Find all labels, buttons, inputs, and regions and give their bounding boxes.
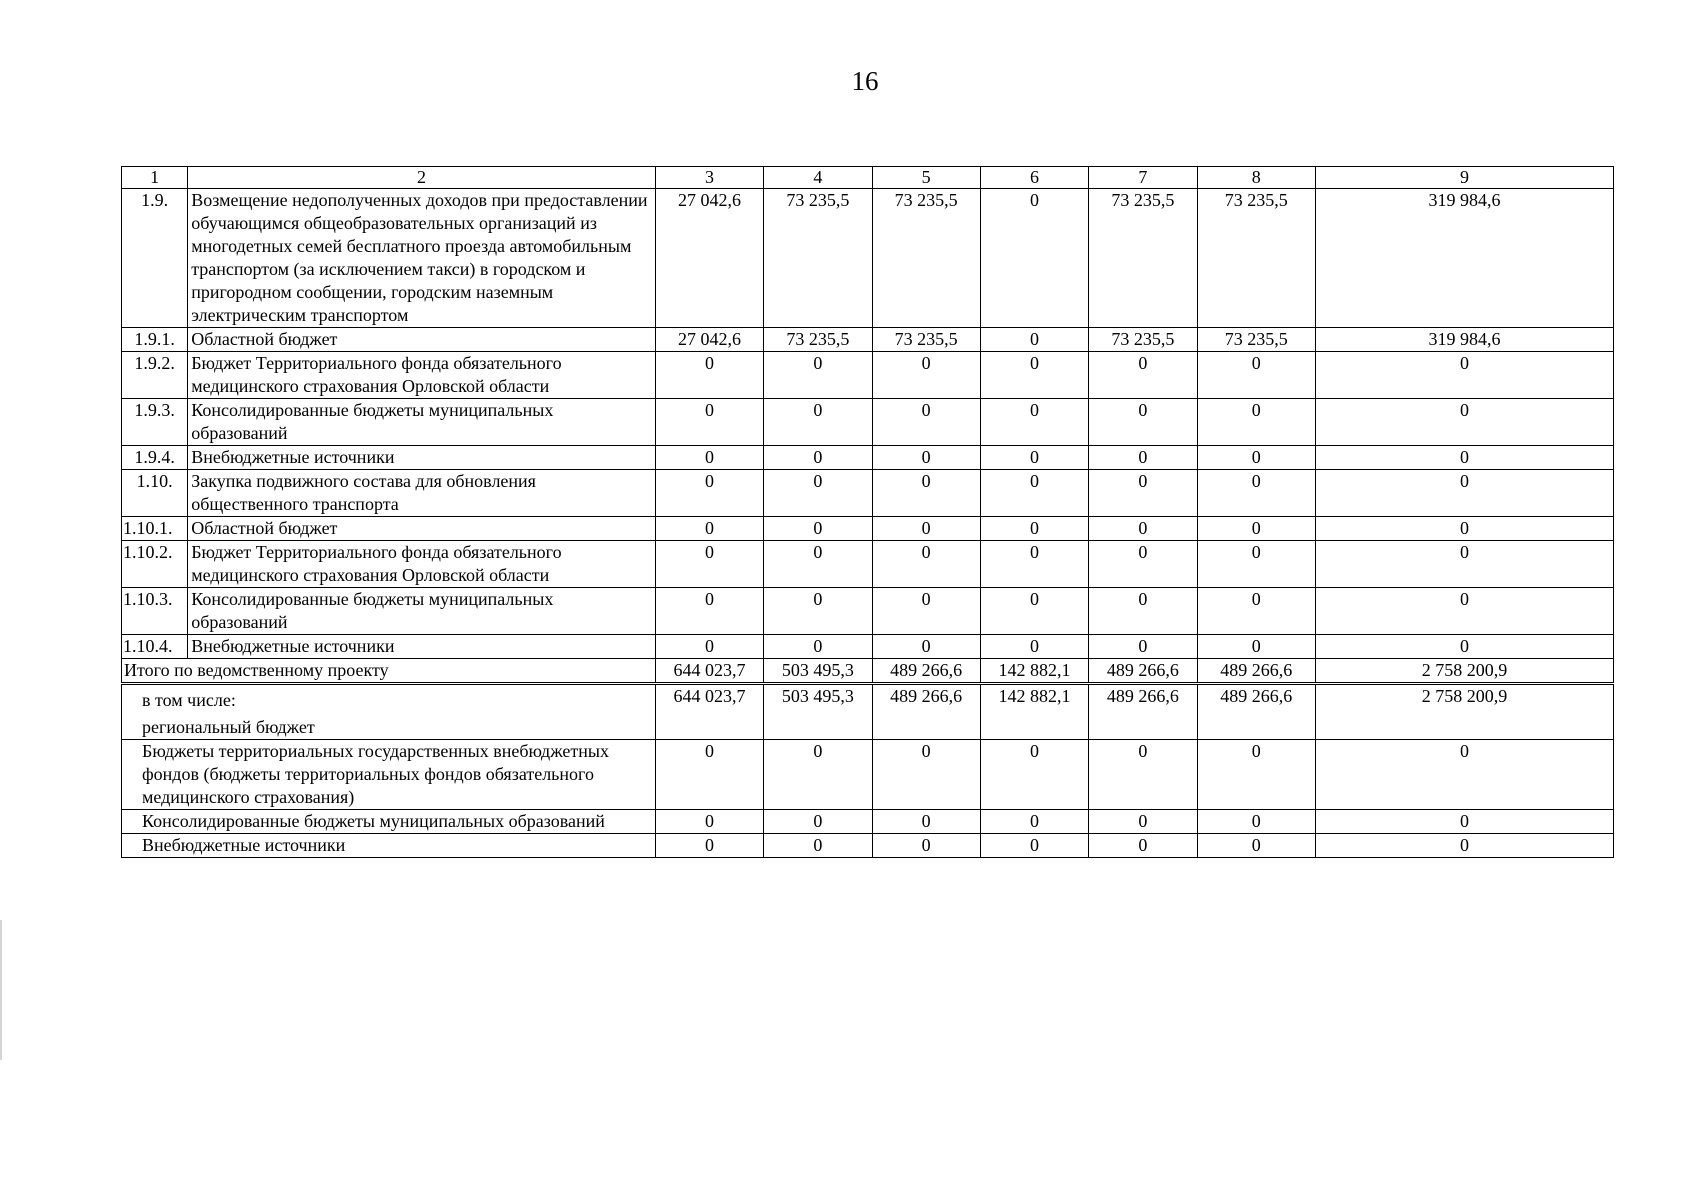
value-cell: 73 235,5 bbox=[1197, 189, 1315, 328]
summary-description: Консолидированные бюджеты муниципальных образований bbox=[122, 810, 656, 834]
row-index: 1.9.4. bbox=[122, 446, 188, 470]
row-index: 1.10. bbox=[122, 470, 188, 517]
value-cell: 0 bbox=[1089, 352, 1197, 399]
value-cell: 0 bbox=[980, 470, 1088, 517]
value-cell: 0 bbox=[980, 328, 1088, 352]
total-label: Итого по ведомственному проекту bbox=[122, 659, 656, 684]
value-cell: 0 bbox=[764, 588, 872, 635]
column-number-row bbox=[122, 167, 1614, 189]
row-description: Консолидированные бюджеты муниципальных образований bbox=[188, 399, 656, 446]
value-cell: 0 bbox=[1197, 635, 1315, 659]
value-cell: 0 bbox=[764, 517, 872, 541]
column-number: 1 bbox=[122, 167, 188, 189]
value-cell: 0 bbox=[1315, 517, 1613, 541]
value-cell: 0 bbox=[1197, 588, 1315, 635]
page-number: 16 bbox=[851, 66, 879, 96]
total-value: 489 266,6 bbox=[1197, 659, 1315, 684]
column-number: 4 bbox=[764, 167, 872, 189]
row-description: Областной бюджет bbox=[188, 517, 656, 541]
value-cell: 73 235,5 bbox=[872, 189, 980, 328]
table-row bbox=[122, 328, 1614, 352]
summary-row bbox=[122, 810, 1614, 834]
value-cell: 0 bbox=[1197, 399, 1315, 446]
row-description: Закупка подвижного состава для обновления общественного транспорта bbox=[188, 470, 656, 517]
column-number: 2 bbox=[188, 167, 656, 189]
value-cell: 319 984,6 bbox=[1315, 328, 1613, 352]
value-cell: 73 235,5 bbox=[1197, 328, 1315, 352]
row-index: 1.10.2. bbox=[122, 541, 188, 588]
value-cell: 0 bbox=[980, 541, 1088, 588]
including-heading: в том числе: bbox=[142, 690, 236, 710]
value-cell: 73 235,5 bbox=[1089, 328, 1197, 352]
summary-value: 0 bbox=[655, 834, 763, 858]
value-cell: 0 bbox=[1089, 635, 1197, 659]
summary-value: 0 bbox=[655, 810, 763, 834]
summary-value: 0 bbox=[1197, 834, 1315, 858]
value-cell: 0 bbox=[1089, 541, 1197, 588]
regional-value: 489 266,6 bbox=[1089, 684, 1197, 740]
value-cell: 0 bbox=[980, 635, 1088, 659]
value-cell: 0 bbox=[872, 399, 980, 446]
table-row bbox=[122, 352, 1614, 399]
value-cell: 0 bbox=[655, 470, 763, 517]
including-label bbox=[122, 684, 656, 740]
regional-value: 644 023,7 bbox=[655, 684, 763, 740]
total-value: 2 758 200,9 bbox=[1315, 659, 1613, 684]
value-cell: 0 bbox=[655, 588, 763, 635]
summary-value: 0 bbox=[1315, 740, 1613, 810]
summary-value: 0 bbox=[1089, 834, 1197, 858]
table-row bbox=[122, 517, 1614, 541]
value-cell: 0 bbox=[872, 470, 980, 517]
row-description: Бюджет Территориального фонда обязательного медицинского страхования Орловской области bbox=[188, 352, 656, 399]
row-index: 1.9.3. bbox=[122, 399, 188, 446]
value-cell: 0 bbox=[872, 635, 980, 659]
summary-value: 0 bbox=[872, 810, 980, 834]
regional-value: 489 266,6 bbox=[872, 684, 980, 740]
summary-value: 0 bbox=[1315, 834, 1613, 858]
value-cell: 0 bbox=[1315, 470, 1613, 517]
regional-budget-row bbox=[122, 684, 1614, 740]
total-value: 503 495,3 bbox=[764, 659, 872, 684]
summary-value: 0 bbox=[764, 740, 872, 810]
value-cell: 0 bbox=[1315, 352, 1613, 399]
value-cell: 0 bbox=[1197, 517, 1315, 541]
row-index: 1.10.4. bbox=[122, 635, 188, 659]
row-description: Внебюджетные источники bbox=[188, 635, 656, 659]
value-cell: 27 042,6 bbox=[655, 328, 763, 352]
row-description: Областной бюджет bbox=[188, 328, 656, 352]
column-number: 3 bbox=[655, 167, 763, 189]
column-number: 7 bbox=[1089, 167, 1197, 189]
column-number: 9 bbox=[1315, 167, 1613, 189]
summary-description: Бюджеты территориальных государственных внебюджетных фондов (бюджеты территориальных фондов обязательного медицинского страхования) bbox=[122, 740, 656, 810]
value-cell: 0 bbox=[655, 446, 763, 470]
value-cell: 0 bbox=[764, 541, 872, 588]
row-index: 1.9.2. bbox=[122, 352, 188, 399]
value-cell: 0 bbox=[1089, 399, 1197, 446]
value-cell: 0 bbox=[872, 517, 980, 541]
value-cell: 0 bbox=[980, 517, 1088, 541]
summary-value: 0 bbox=[980, 834, 1088, 858]
value-cell: 0 bbox=[1089, 588, 1197, 635]
column-number: 6 bbox=[980, 167, 1088, 189]
summary-row bbox=[122, 834, 1614, 858]
value-cell: 73 235,5 bbox=[764, 328, 872, 352]
total-value: 644 023,7 bbox=[655, 659, 763, 684]
value-cell: 0 bbox=[1315, 446, 1613, 470]
summary-description: Внебюджетные источники bbox=[122, 834, 656, 858]
value-cell: 0 bbox=[980, 446, 1088, 470]
value-cell: 0 bbox=[1197, 470, 1315, 517]
value-cell: 0 bbox=[872, 541, 980, 588]
value-cell: 73 235,5 bbox=[872, 328, 980, 352]
value-cell: 27 042,6 bbox=[655, 189, 763, 328]
total-value: 489 266,6 bbox=[1089, 659, 1197, 684]
regional-value: 489 266,6 bbox=[1197, 684, 1315, 740]
value-cell: 0 bbox=[764, 399, 872, 446]
table-row bbox=[122, 588, 1614, 635]
column-number: 8 bbox=[1197, 167, 1315, 189]
row-index: 1.9.1. bbox=[122, 328, 188, 352]
table-row bbox=[122, 635, 1614, 659]
value-cell: 0 bbox=[1089, 446, 1197, 470]
summary-value: 0 bbox=[764, 810, 872, 834]
value-cell: 0 bbox=[1315, 588, 1613, 635]
value-cell: 0 bbox=[1315, 399, 1613, 446]
value-cell: 319 984,6 bbox=[1315, 189, 1613, 328]
total-value: 142 882,1 bbox=[980, 659, 1088, 684]
value-cell: 0 bbox=[1089, 517, 1197, 541]
table-row bbox=[122, 189, 1614, 328]
row-description: Консолидированные бюджеты муниципальных образований bbox=[188, 588, 656, 635]
summary-value: 0 bbox=[1197, 810, 1315, 834]
table-row bbox=[122, 541, 1614, 588]
row-index: 1.10.3. bbox=[122, 588, 188, 635]
summary-value: 0 bbox=[1197, 740, 1315, 810]
summary-value: 0 bbox=[655, 740, 763, 810]
value-cell: 0 bbox=[1089, 470, 1197, 517]
summary-value: 0 bbox=[1089, 810, 1197, 834]
value-cell: 0 bbox=[655, 541, 763, 588]
row-description: Бюджет Территориального фонда обязательного медицинского страхования Орловской области bbox=[188, 541, 656, 588]
column-number: 5 bbox=[872, 167, 980, 189]
summary-value: 0 bbox=[872, 740, 980, 810]
value-cell: 0 bbox=[1197, 541, 1315, 588]
row-index: 1.9. bbox=[122, 189, 188, 328]
summary-value: 0 bbox=[872, 834, 980, 858]
value-cell: 73 235,5 bbox=[1089, 189, 1197, 328]
row-index: 1.10.1. bbox=[122, 517, 188, 541]
value-cell: 0 bbox=[1315, 635, 1613, 659]
value-cell: 0 bbox=[655, 635, 763, 659]
value-cell: 0 bbox=[764, 470, 872, 517]
summary-row bbox=[122, 740, 1614, 810]
summary-value: 0 bbox=[1089, 740, 1197, 810]
value-cell: 0 bbox=[1197, 446, 1315, 470]
table-row bbox=[122, 470, 1614, 517]
value-cell: 0 bbox=[872, 352, 980, 399]
value-cell: 0 bbox=[980, 588, 1088, 635]
value-cell: 0 bbox=[872, 588, 980, 635]
regional-value: 142 882,1 bbox=[980, 684, 1088, 740]
value-cell: 0 bbox=[655, 517, 763, 541]
scan-edge-mark bbox=[0, 920, 2, 1060]
value-cell: 0 bbox=[655, 352, 763, 399]
row-description: Внебюджетные источники bbox=[188, 446, 656, 470]
value-cell: 73 235,5 bbox=[764, 189, 872, 328]
regional-value: 503 495,3 bbox=[764, 684, 872, 740]
regional-budget-label: региональный бюджет bbox=[142, 717, 315, 737]
value-cell: 0 bbox=[980, 189, 1088, 328]
summary-value: 0 bbox=[980, 740, 1088, 810]
value-cell: 0 bbox=[980, 352, 1088, 399]
value-cell: 0 bbox=[655, 399, 763, 446]
regional-value: 2 758 200,9 bbox=[1315, 684, 1613, 740]
total-value: 489 266,6 bbox=[872, 659, 980, 684]
summary-value: 0 bbox=[980, 810, 1088, 834]
table-row bbox=[122, 399, 1614, 446]
value-cell: 0 bbox=[764, 352, 872, 399]
value-cell: 0 bbox=[980, 399, 1088, 446]
summary-value: 0 bbox=[1315, 810, 1613, 834]
value-cell: 0 bbox=[764, 446, 872, 470]
value-cell: 0 bbox=[872, 446, 980, 470]
value-cell: 0 bbox=[764, 635, 872, 659]
value-cell: 0 bbox=[1197, 352, 1315, 399]
value-cell: 0 bbox=[1315, 541, 1613, 588]
row-description: Возмещение недополученных доходов при предоставлении обучающимся общеобразовательных организаций из многодетных семей бесплатного проезда автомобильным транспортом (за исключением такси) в городском и пригородном сообщении, городским наземным электрическим транспортом bbox=[188, 189, 656, 328]
table-row bbox=[122, 446, 1614, 470]
summary-value: 0 bbox=[764, 834, 872, 858]
total-row bbox=[122, 659, 1614, 684]
budget-table bbox=[121, 166, 1614, 858]
